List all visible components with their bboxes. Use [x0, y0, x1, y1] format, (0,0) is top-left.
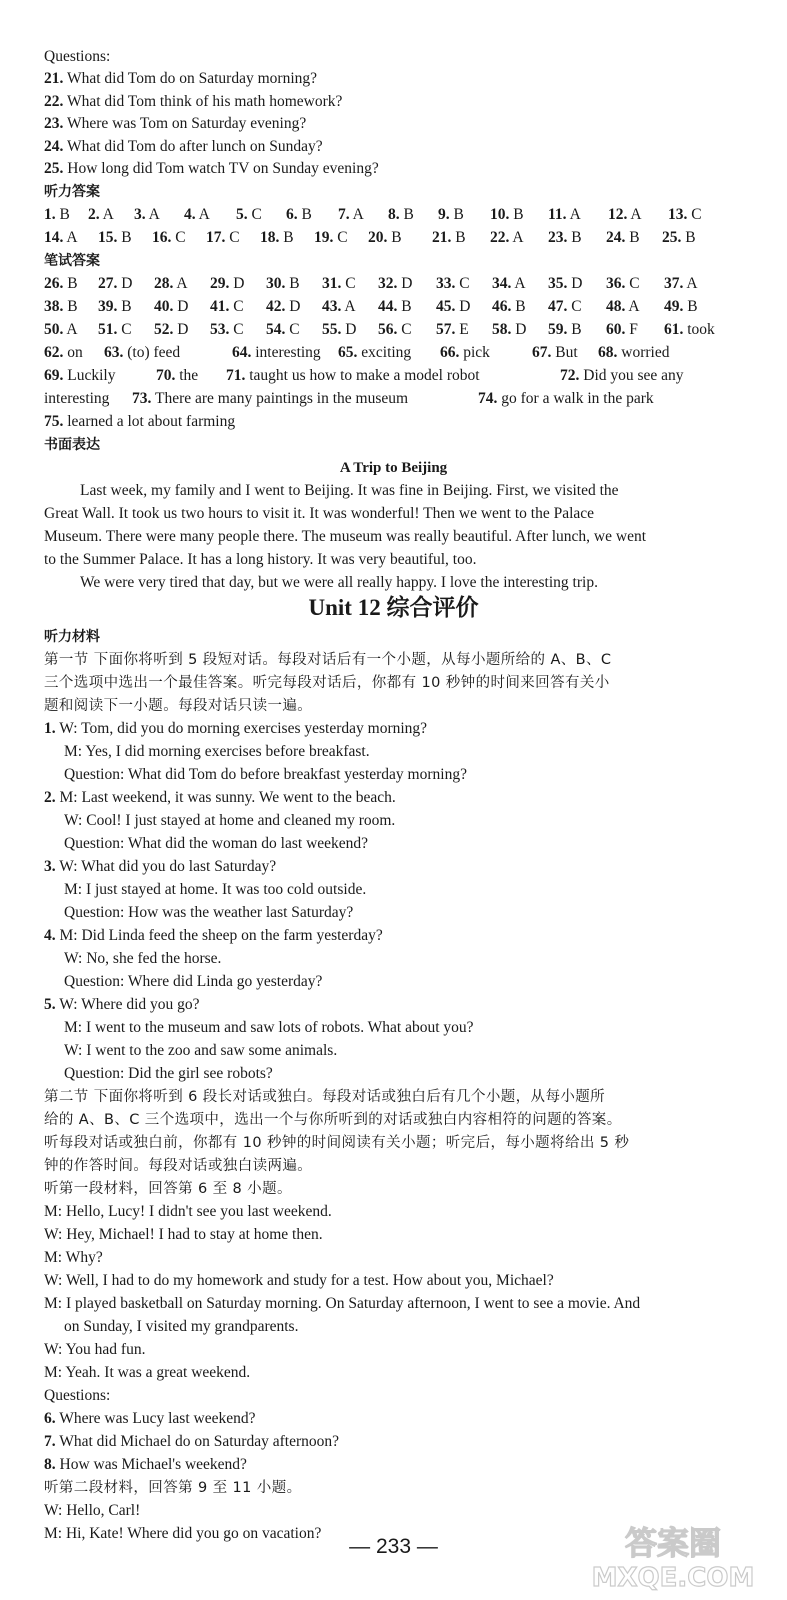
dialog-line: W: Cool! I just stayed at home and cleaned my room.: [64, 812, 396, 829]
dialog-line: M: Hi, Kate! Where did you go on vacation?: [44, 1525, 322, 1542]
dialog-line: Question: Did the girl see robots?: [64, 1065, 273, 1082]
answer-71: 71. taught us how to make a model robot: [226, 367, 480, 384]
question-item: 6. Where was Lucy last weekend?: [44, 1410, 256, 1427]
dialog-line: M: Yeah. It was a great weekend.: [44, 1364, 251, 1381]
answer-item: 28. A: [154, 275, 188, 292]
watermark-bottom: MXQE.COM: [591, 1563, 755, 1592]
answer-item: 1. B: [44, 206, 70, 223]
dialog-1: 1. W: Tom, did you do morning exercises yesterday morning?: [44, 720, 428, 737]
answer-item: 18. B: [260, 229, 294, 246]
answer-item: 57. E: [436, 321, 469, 338]
answer-item: 56. C: [378, 321, 412, 338]
answer-item: 55. D: [322, 321, 357, 338]
dialog-line: M: I played basketball on Saturday morning. On Saturday afternoon, I went to see a movie. And: [44, 1295, 641, 1312]
dialog-line: M: Why?: [44, 1249, 103, 1266]
section1-instructions: 题和阅读下一小题。每段对话只读一遍。: [44, 698, 313, 714]
dialog-line: M: Yes, I did morning exercises before breakfast.: [64, 743, 370, 760]
answer-item: 36. C: [606, 275, 640, 292]
answer-item: 34. A: [492, 275, 526, 292]
answer-item: 9. B: [438, 206, 464, 223]
dialog-line: W: Hello, Carl!: [44, 1502, 141, 1519]
answer-item: 15. B: [98, 229, 132, 246]
question-item: 21. What did Tom do on Saturday morning?: [44, 70, 318, 87]
answer-item: 43. A: [322, 298, 356, 315]
dialog-line: Question: What did the woman do last weekend?: [64, 835, 369, 852]
listening-answers-heading: 听力答案: [44, 184, 100, 200]
answer-69: 69. Luckily: [44, 367, 116, 384]
dialog-4: 4. M: Did Linda feed the sheep on the farm yesterday?: [44, 927, 383, 944]
dialog-3: 3. W: What did you do last Saturday?: [44, 858, 277, 875]
dialog-line: M: I just stayed at home. It was too cold outside.: [64, 881, 367, 898]
question-item: 7. What did Michael do on Saturday afternoon?: [44, 1433, 339, 1450]
answer-70: 70. the: [156, 367, 199, 384]
answer-item: 61. took: [664, 321, 715, 338]
answer-item: 21. B: [432, 229, 466, 246]
answer-75: 75. learned a lot about farming: [44, 413, 236, 430]
answer-item: 35. D: [548, 275, 583, 292]
answer-72-cont: interesting: [44, 390, 110, 407]
question-item: 24. What did Tom do after lunch on Sunday?: [44, 138, 323, 155]
question-item: 25. How long did Tom watch TV on Sunday evening?: [44, 160, 379, 177]
dialog-line: M: Hello, Lucy! I didn't see you last weekend.: [44, 1203, 332, 1220]
section2-instructions: 听每段对话或独白前，你都有 10 秒钟的时间阅读有关小题；听完后，每小题将给出 5 秒: [44, 1135, 630, 1151]
dialog-line: W: You had fun.: [44, 1341, 146, 1358]
answer-item: 8. B: [388, 206, 414, 223]
dialog-line: Question: Where did Linda go yesterday?: [64, 973, 323, 990]
answer-item: 22. A: [490, 229, 524, 246]
answer-item: 13. C: [668, 206, 702, 223]
dialog-line: W: Well, I had to do my homework and study for a test. How about you, Michael?: [44, 1272, 554, 1289]
question-item: 23. Where was Tom on Saturday evening?: [44, 115, 307, 132]
answer-item: 11. A: [548, 206, 581, 223]
answer-item: 65. exciting: [338, 344, 412, 361]
answer-item: 59. B: [548, 321, 582, 338]
answer-item: 19. C: [314, 229, 348, 246]
answer-item: 68. worried: [598, 344, 670, 361]
questions-label: Questions:: [44, 1387, 111, 1404]
answer-item: 5. C: [236, 206, 262, 223]
answer-item: 40. D: [154, 298, 189, 315]
dialog-line: W: No, she fed the horse.: [64, 950, 222, 967]
watermark-logo: [573, 1518, 773, 1592]
answer-item: 37. A: [664, 275, 698, 292]
answer-item: 44. B: [378, 298, 412, 315]
answer-item: 67. But: [532, 344, 578, 361]
material-heading: 听力材料: [44, 629, 100, 645]
answer-item: 41. C: [210, 298, 244, 315]
written-answers-heading: 笔试答案: [44, 253, 100, 269]
answer-item: 29. D: [210, 275, 245, 292]
answer-item: 26. B: [44, 275, 78, 292]
answer-item: 63. (to) feed: [104, 344, 181, 361]
answer-item: 10. B: [490, 206, 524, 223]
answer-73: 73. There are many paintings in the museum: [132, 390, 409, 407]
part1-heading: 听第一段材料，回答第 6 至 8 小题。: [44, 1181, 292, 1197]
answer-item: 45. D: [436, 298, 471, 315]
answer-item: 38. B: [44, 298, 78, 315]
answer-72: 72. Did you see any: [560, 367, 684, 384]
section2-instructions: 第二节 下面你将听到 6 段长对话或独白。每段对话或独白后有几个小题，从每小题所: [44, 1089, 606, 1105]
essay-title: A Trip to Beijing: [339, 460, 448, 476]
answer-item: 50. A: [44, 321, 78, 338]
essay-line: to the Summer Palace. It has a long history. It was very beautiful, too.: [44, 551, 477, 568]
answer-item: 53. C: [210, 321, 244, 338]
answer-item: 46. B: [492, 298, 526, 315]
answer-item: 30. B: [266, 275, 300, 292]
answer-item: 16. C: [152, 229, 186, 246]
answer-item: 24. B: [606, 229, 640, 246]
answer-item: 51. C: [98, 321, 132, 338]
dialog-line: W: I went to the zoo and saw some animals.: [64, 1042, 338, 1059]
section2-instructions: 钟的作答时间。每段对话或独白读两遍。: [44, 1158, 313, 1174]
answer-74: 74. go for a walk in the park: [478, 390, 654, 407]
answer-item: 49. B: [664, 298, 698, 315]
answer-item: 66. pick: [440, 344, 490, 361]
essay-line: We were very tired that day, but we were all really happy. I love the interesting trip.: [80, 574, 598, 591]
answer-item: 60. F: [606, 321, 638, 338]
answer-item: 47. C: [548, 298, 582, 315]
answer-item: 48. A: [606, 298, 640, 315]
answer-item: 42. D: [266, 298, 301, 315]
answer-item: 58. D: [492, 321, 527, 338]
dialog-line: Question: What did Tom do before breakfast yesterday morning?: [64, 766, 467, 783]
dialog-line: Question: How was the weather last Saturday?: [64, 904, 354, 921]
watermark-top: 答案圈: [624, 1524, 722, 1562]
section2-instructions: 给的 A、B、C 三个选项中，选出一个与你所听到的对话或独白内容相符的问题的答案。: [44, 1112, 622, 1128]
answer-item: 7. A: [338, 206, 364, 223]
answer-item: 54. C: [266, 321, 300, 338]
dialog-line: on Sunday, I visited my grandparents.: [64, 1318, 299, 1335]
answer-item: 17. C: [206, 229, 240, 246]
answer-item: 62. on: [44, 344, 83, 361]
answer-item: 31. C: [322, 275, 356, 292]
answer-item: 4. A: [184, 206, 210, 223]
part2-heading: 听第二段材料，回答第 9 至 11 小题。: [44, 1480, 302, 1496]
answer-item: 23. B: [548, 229, 582, 246]
essay-line: Last week, my family and I went to Beijing. It was fine in Beijing. First, we visited the: [80, 482, 619, 499]
section1-instructions: 三个选项中选出一个最佳答案。听完每段对话后，你都有 10 秒钟的时间来回答有关小: [44, 675, 610, 691]
dialog-line: M: I went to the museum and saw lots of robots. What about you?: [64, 1019, 474, 1036]
answer-item: 2. A: [88, 206, 114, 223]
question-item: 22. What did Tom think of his math homework?: [44, 93, 343, 110]
essay-line: Museum. There were many people there. The museum was really beautiful. After lunch, we went: [44, 528, 647, 545]
answer-item: 12. A: [608, 206, 642, 223]
dialog-line: W: Hey, Michael! I had to stay at home then.: [44, 1226, 323, 1243]
answer-item: 64. interesting: [232, 344, 321, 361]
section1-instructions: 第一节 下面你将听到 5 段短对话。每段对话后有一个小题，从每小题所给的 A、B、C: [44, 652, 612, 668]
dialog-2: 2. M: Last weekend, it was sunny. We went to the beach.: [44, 789, 396, 806]
page-number: — 233 —: [349, 1535, 438, 1558]
answer-item: 20. B: [368, 229, 402, 246]
answer-item: 32. D: [378, 275, 413, 292]
questions-label: Questions:: [44, 48, 111, 65]
answer-item: 6. B: [286, 206, 312, 223]
writing-heading: 书面表达: [44, 437, 100, 453]
answer-item: 25. B: [662, 229, 696, 246]
question-item: 8. How was Michael's weekend?: [44, 1456, 247, 1473]
answer-item: 27. D: [98, 275, 133, 292]
answer-item: 39. B: [98, 298, 132, 315]
answer-item: 52. D: [154, 321, 189, 338]
unit-title: Unit 12 综合评价: [308, 595, 479, 620]
dialog-5: 5. W: Where did you go?: [44, 996, 200, 1013]
essay-line: Great Wall. It took us two hours to visit it. It was wonderful! Then we went to the Palace: [44, 505, 595, 522]
answer-item: 14. A: [44, 229, 78, 246]
answer-item: 33. C: [436, 275, 470, 292]
answer-item: 3. A: [134, 206, 160, 223]
